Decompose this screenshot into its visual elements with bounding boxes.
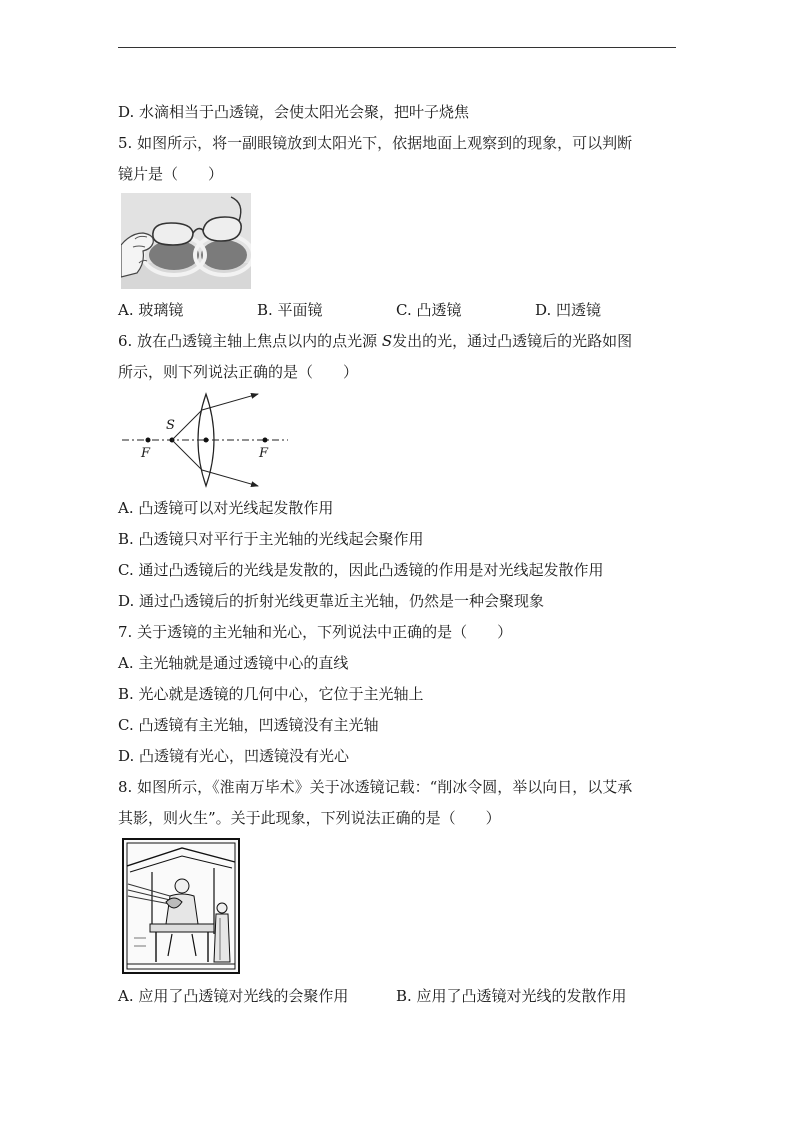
q6-stem-post: 发出的光，通过凸透镜后的光路如图 bbox=[392, 332, 633, 350]
ray-refracted-upper bbox=[202, 394, 258, 410]
q4-option-d: D. 水滴相当于凸透镜，会使太阳光会聚，把叶子烧焦 bbox=[118, 103, 470, 121]
q8-option-b: B. 应用了凸透镜对光线的发散作用 bbox=[396, 987, 627, 1005]
header-rule bbox=[118, 47, 676, 48]
q5-glasses-photo bbox=[121, 193, 251, 289]
q6-option-c: C. 通过凸透镜后的光线是发散的，因此凸透镜的作用是对光线起发散作用 bbox=[118, 561, 604, 579]
q6-source-label: S bbox=[381, 332, 393, 350]
optical-center-dot bbox=[204, 438, 209, 443]
q5-options bbox=[118, 300, 678, 320]
q6-stem-pre: 6. 放在凸透镜主轴上焦点以内的点光源 bbox=[118, 332, 382, 350]
q8-option-a: A. 应用了凸透镜对光线的会聚作用 bbox=[118, 987, 349, 1005]
diagram-label-f-left: F bbox=[141, 446, 151, 461]
focus-right-dot bbox=[263, 438, 268, 443]
q6-lens-diagram bbox=[118, 390, 293, 490]
ray-refracted-lower bbox=[202, 470, 258, 486]
right-lens-shadow bbox=[201, 240, 247, 270]
q5-option-c: C. 凸透镜 bbox=[396, 301, 462, 319]
glasses-right-frame bbox=[203, 217, 241, 241]
q6-stem-line1 bbox=[118, 331, 632, 351]
q7-option-b: B. 光心就是透镜的几何中心，它位于主光轴上 bbox=[118, 685, 424, 703]
q5-option-a: A. 玻璃镜 bbox=[118, 301, 184, 319]
q5-stem-line1: 5. 如图所示，将一副眼镜放到太阳光下，依据地面上观察到的现象，可以判断 bbox=[118, 134, 633, 152]
q8-stem-line1: 8. 如图所示，《淮南万毕术》关于冰透镜记载：“削冰令圆，举以向日，以艾承 bbox=[118, 778, 633, 796]
q5-stem-line2: 镜片是（ ） bbox=[118, 165, 224, 183]
q5-option-b: B. 平面镜 bbox=[257, 301, 323, 319]
q7-option-d: D. 凸透镜有光心，凹透镜没有光心 bbox=[118, 747, 350, 765]
q8-options bbox=[118, 986, 678, 1006]
glasses-left-frame bbox=[153, 223, 193, 245]
diagram-label-f-right: F bbox=[259, 446, 269, 461]
q6-stem-line2: 所示，则下列说法正确的是（ ） bbox=[118, 363, 359, 381]
q5-option-d: D. 凹透镜 bbox=[535, 301, 602, 319]
q7-option-a: A. 主光轴就是通过透镜中心的直线 bbox=[118, 654, 349, 672]
q7-option-c: C. 凸透镜有主光轴，凹透镜没有主光轴 bbox=[118, 716, 379, 734]
q8-ancient-woodcut bbox=[122, 838, 240, 974]
q6-option-a: A. 凸透镜可以对光线起发散作用 bbox=[118, 499, 334, 517]
focus-left-dot bbox=[146, 438, 151, 443]
diagram-label-s: S bbox=[166, 418, 175, 433]
q8-stem-line2: 其影，则火生”。关于此现象，下列说法正确的是（ ） bbox=[118, 809, 501, 827]
q6-option-b: B. 凸透镜只对平行于主光轴的光线起会聚作用 bbox=[118, 530, 424, 548]
q6-option-d: D. 通过凸透镜后的折射光线更靠近主光轴，仍然是一种会聚现象 bbox=[118, 592, 545, 610]
q7-stem: 7. 关于透镜的主光轴和光心，下列说法中正确的是（ ） bbox=[118, 623, 513, 641]
